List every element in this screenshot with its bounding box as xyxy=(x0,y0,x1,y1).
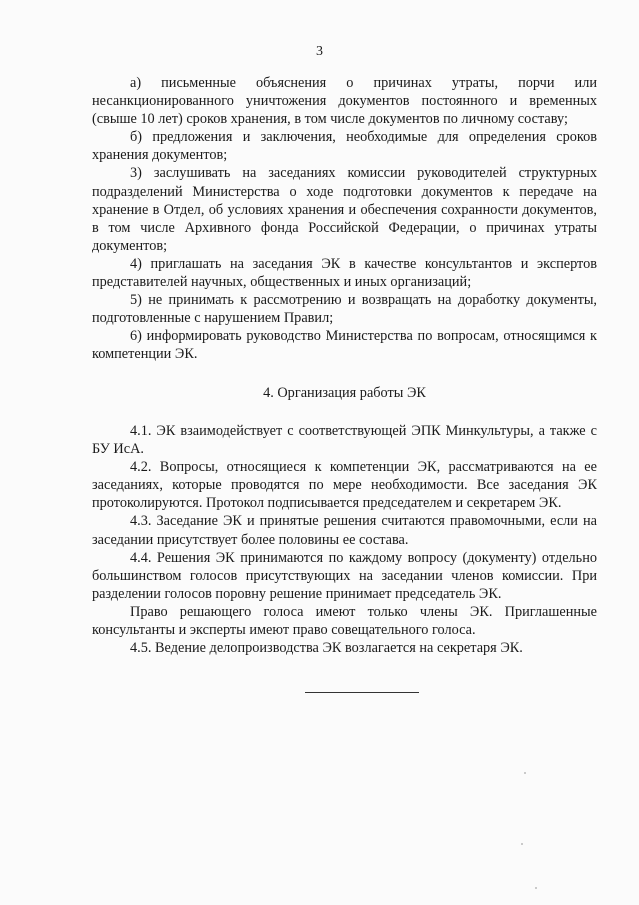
paragraph-4-4: 4.4. Решения ЭК принимаются по каждому вопросу (документу) отдельно большинством голосов присутствующих на заседании членов комиссии. При разделении голосов поровну решение принимает председатель ЭК. xyxy=(92,549,597,602)
list-item-b: б) предложения и заключения, необходимые для определения сроков хранения документов; xyxy=(92,129,597,164)
list-item-5: 5) не принимать к рассмотрению и возвращать на доработку документы, подготовленные с нарушением Правил; xyxy=(92,292,597,327)
section-body xyxy=(92,422,597,657)
list-item-6: 6) информировать руководство Министерства по вопросам, относящимся к компетенции ЭК. xyxy=(92,328,597,363)
paragraph-4-5: 4.5. Ведение делопроизводства ЭК возлагается на секретаря ЭК. xyxy=(130,640,523,657)
list-item-3: 3) заслушивать на заседаниях комиссии руководителей структурных подразделений Министерства о ходе подготовки документов к передаче на хранение в Отдел, об условиях хранения и обеспечения сохранности документов, в том числе Архивного фонда Российской Федерации, о причинах утраты документов; xyxy=(92,165,597,254)
list-item-a: а) письменные объяснения о причинах утраты, порчи или несанкционированного уничтожения документов постоянного и временных (свыше 10 лет) сроков хранения, в том числе документов по личному составу; xyxy=(92,75,597,128)
list-item-4: 4) приглашать на заседания ЭК в качестве консультантов и экспертов представителей научных, общественных и иных организаций; xyxy=(92,255,597,291)
page-number: 3 xyxy=(316,44,323,59)
paragraph-voting-rights: Право решающего голоса имеют только члены ЭК. Приглашенные консультанты и эксперты имеют право совещательного голоса. xyxy=(92,603,597,639)
paragraph-4-2: 4.2. Вопросы, относящиеся к компетенции ЭК, рассматриваются на ее заседаниях, которые проводятся по мере необходимости. Все заседания ЭК протоколируются. Протокол подписывается председателем и секретарем ЭК. xyxy=(92,459,597,512)
rights-list xyxy=(92,74,597,364)
section-title: 4. Организация работы ЭК xyxy=(263,385,426,401)
paragraph-4-3: 4.3. Заседание ЭК и принятые решения считаются правомочными, если на заседании присутствует более половины ее состава. xyxy=(92,513,597,548)
scan-speck xyxy=(521,843,523,845)
paragraph-4-1: 4.1. ЭК взаимодействует с соответствующей ЭПК Минкультуры, а также с БУ ИсА. xyxy=(92,423,597,458)
scan-speck xyxy=(535,887,537,889)
scan-speck xyxy=(524,772,526,774)
closing-divider xyxy=(305,692,419,693)
